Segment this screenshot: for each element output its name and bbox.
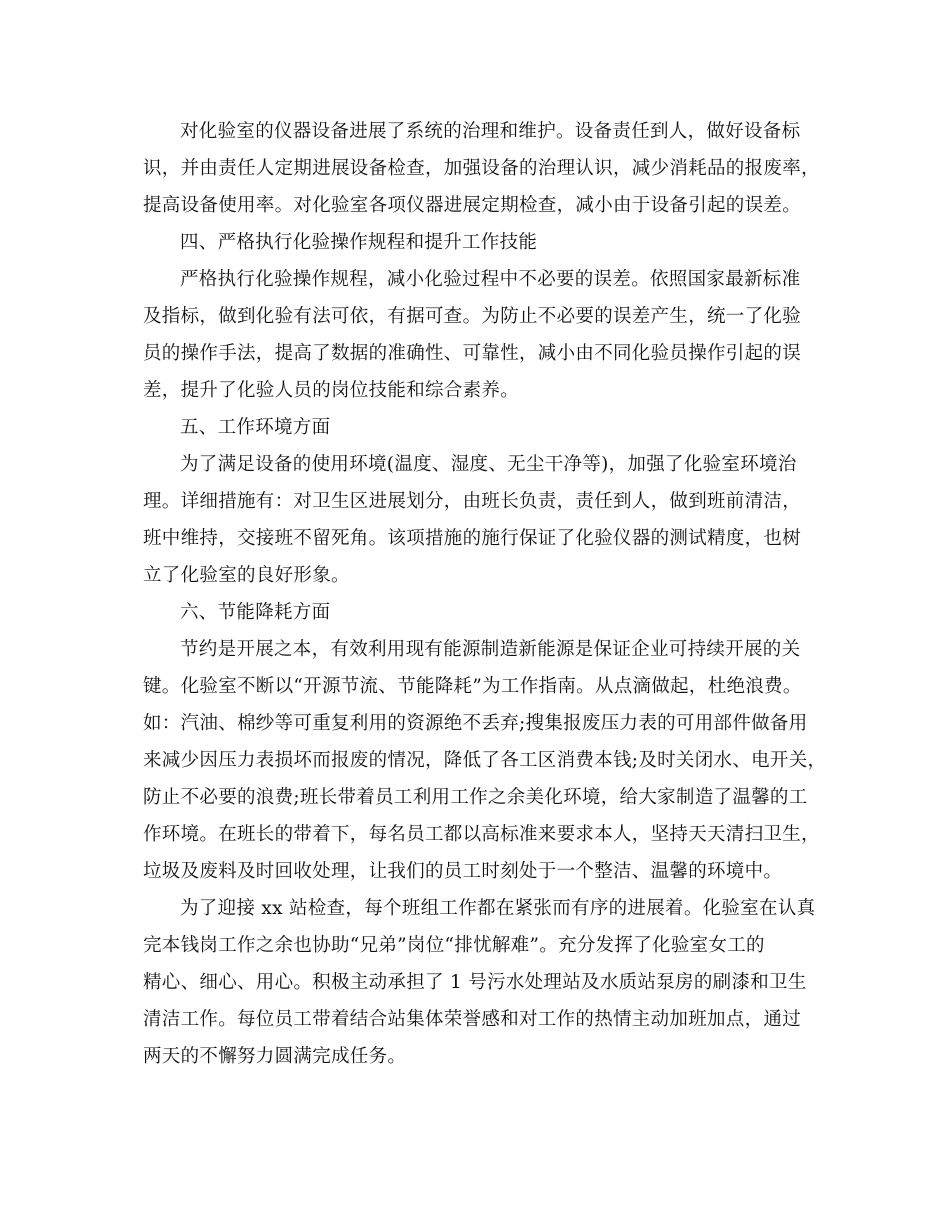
paragraph-line: 节约是开展之本，有效利用现有能源制造新能源是保证企业可持续开展的关 — [180, 639, 801, 660]
paragraph-line: 理。详细措施有：对卫生区进展划分，由班长负责，责任到人，做到班前清洁， — [143, 491, 802, 512]
paragraph-line: 员的操作手法，提高了数据的准确性、可靠性，减小由不同化验员操作引起的误 — [143, 343, 802, 364]
paragraph-line: 来减少因压力表损坏而报废的情况，降低了各工区消费本钱;及时关闭水、电开关， — [143, 750, 827, 771]
paragraph-line: 为了迎接 xx 站检查，每个班组工作都在紧张而有序的进展着。化验室在认真 — [180, 898, 816, 919]
paragraph-line: 提高设备使用率。对化验室各项仪器进展定期检查，减小由于设备引起的误差。 — [143, 195, 802, 216]
paragraph-line: 为了满足设备的使用环境(温度、湿度、无尘干净等)，加强了化验室环境治 — [180, 454, 797, 475]
paragraph-line: 键。化验室不断以“开源节流、节能降耗”为工作指南。从点滴做起，杜绝浪费。 — [143, 676, 802, 697]
paragraph-line: 垃圾及废料及时回收处理，让我们的员工时刻处于一个整洁、温馨的环境中。 — [143, 861, 783, 882]
paragraph-line: 清洁工作。每位员工带着结合站集体荣誉感和对工作的热情主动加班加点，通过 — [143, 1009, 802, 1030]
section-heading: 四、严格执行化验操作规程和提升工作技能 — [180, 232, 538, 253]
section-heading: 六、节能降耗方面 — [180, 602, 331, 623]
paragraph-line: 作环境。在班长的带着下，每名员工都以高标准来要求本人，坚持天天清扫卫生， — [143, 824, 820, 845]
paragraph-line: 识，并由责任人定期进展设备检查，加强设备的治理认识，减少消耗品的报废率， — [143, 158, 820, 179]
paragraph-line: 两天的不懈努力圆满完成任务。 — [143, 1046, 407, 1067]
paragraph-line: 如：汽油、棉纱等可重复利用的资源绝不丢弃;搜集报废压力表的可用部件做备用 — [143, 713, 808, 734]
paragraph-line: 及指标，做到化验有法可依，有据可查。为防止不必要的误差产生，统一了化验 — [143, 306, 802, 327]
paragraph-line: 班中维持，交接班不留死角。该项措施的施行保证了化验仪器的测试精度，也树 — [143, 528, 802, 549]
paragraph-line: 对化验室的仪器设备进展了系统的治理和维护。设备责任到人，做好设备标 — [180, 121, 801, 142]
section-heading: 五、工作环境方面 — [180, 417, 331, 438]
paragraph-line: 立了化验室的良好形象。 — [143, 565, 350, 586]
paragraph-line: 差，提升了化验人员的岗位技能和综合素养。 — [143, 380, 520, 401]
paragraph-line: 完本钱岗工作之余也协助“兄弟”岗位“排忧解难”。充分发挥了化验室女工的 — [143, 935, 765, 956]
paragraph-line: 防止不必要的浪费;班长带着员工利用工作之余美化环境，给大家制造了温馨的工 — [143, 787, 808, 808]
paragraph-line: 严格执行化验操作规程，减小化验过程中不必要的误差。依照国家最新标准 — [180, 269, 801, 290]
paragraph-line: 精心、细心、用心。积极主动承担了 1 号污水处理站及水质站泵房的刷漆和卫生 — [143, 972, 807, 993]
